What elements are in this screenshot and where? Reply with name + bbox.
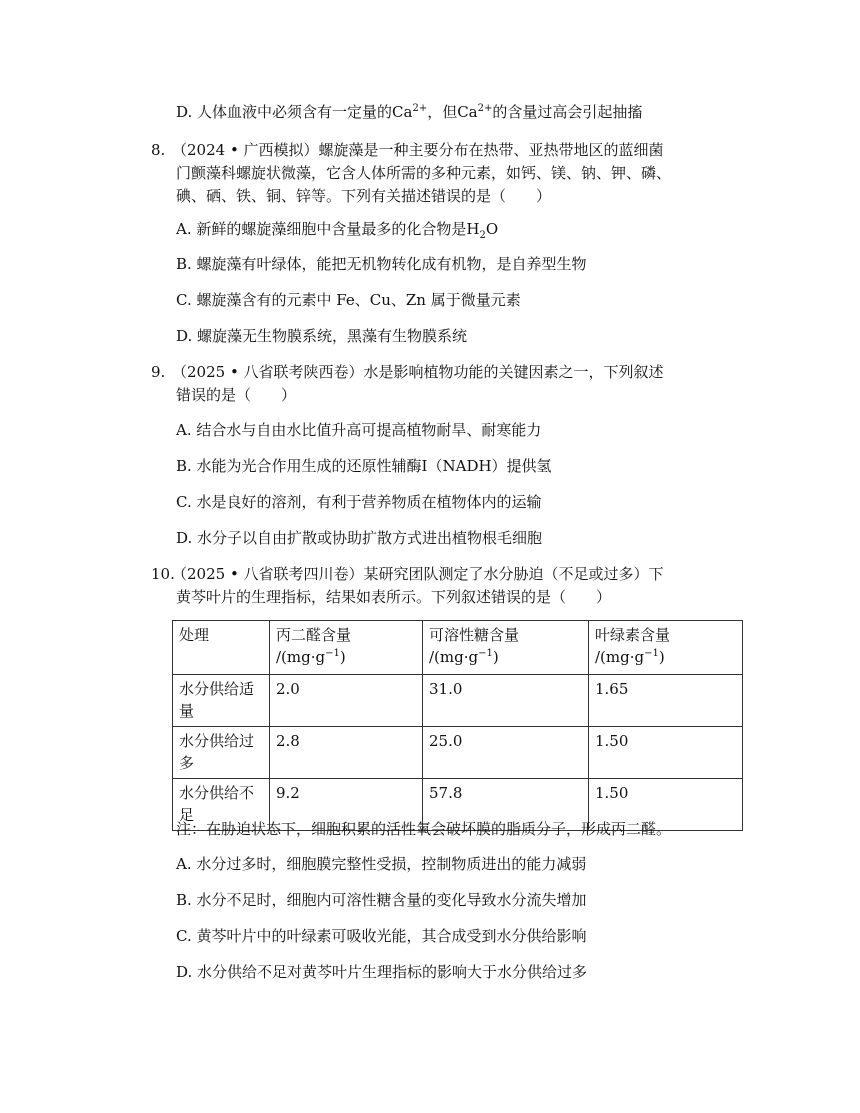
- q7-option-d-pre: D. 人体血液中必须含有一定量的Ca: [176, 103, 413, 121]
- cell-treatment: 水分供给过多: [173, 727, 270, 779]
- q10-number: 10.: [151, 565, 175, 583]
- q8-number: 8.: [151, 141, 166, 159]
- q8-option-b[interactable]: B. 螺旋藻有叶绿体，能把无机物转化成有机物，是自养型生物: [176, 255, 587, 273]
- q7-option-d-mid: ，但Ca: [427, 103, 478, 121]
- q10-option-d[interactable]: D. 水分供给不足对黄芩叶片生理指标的影响大于水分供给过多: [176, 963, 588, 981]
- q10-option-b[interactable]: B. 水分不足时，细胞内可溶性糖含量的变化导致水分流失增加: [176, 891, 587, 909]
- cell-chlorophyll: 1.65: [589, 675, 743, 727]
- table-row: [173, 675, 743, 727]
- header-chlorophyll-name: 叶绿素含量: [595, 626, 671, 644]
- header-mda-name: 丙二醛含量: [276, 626, 352, 644]
- table-header-cell: [589, 621, 743, 675]
- q10-option-a[interactable]: A. 水分过多时，细胞膜完整性受损，控制物质进出的能力减弱: [176, 855, 587, 873]
- table-header-cell: [423, 621, 589, 675]
- q10-stem-line-1: （2025 • 八省联考四川卷）某研究团队测定了水分胁迫（不足或过多）下: [172, 565, 664, 583]
- header-chlorophyll-unit: $/(mg\cdot g^{-1})$: [595, 648, 665, 666]
- table-header-row: [173, 621, 743, 675]
- q8-option-c[interactable]: C. 螺旋藻含有的元素中 Fe、Cu、Zn 属于微量元素: [176, 291, 521, 309]
- q8-stem-line-3: 碘、硒、铁、铜、锌等。下列有关描述错误的是（ ）: [176, 187, 552, 205]
- header-sugar-unit: $/(mg\cdot g^{-1})$: [429, 648, 499, 666]
- q8-option-a[interactable]: [176, 218, 498, 240]
- table-note: 注：在胁迫状态下，细胞积累的活性氧会破坏膜的脂质分子，形成丙二醛。: [176, 820, 672, 838]
- q9-stem-line-2: 错误的是（ ）: [176, 386, 297, 404]
- q7-sup-1: 2+: [412, 103, 428, 114]
- q9-option-c[interactable]: C. 水是良好的溶剂，有利于营养物质在植物体内的运输: [176, 493, 542, 511]
- cell-sugar: 57.8: [423, 779, 589, 831]
- header-mda-unit: $/(mg\cdot g^{-1})$: [276, 648, 346, 666]
- header-sugar-name: 可溶性糖含量: [429, 626, 520, 644]
- q8-stem-line-2: 门颤藻科螺旋状微藻，它含人体所需的多种元素，如钙、镁、钠、钾、磷、: [176, 164, 672, 182]
- table-header-cell: [173, 621, 270, 675]
- q9-option-b[interactable]: B. 水能为光合作用生成的还原性辅酶Ⅰ（NADH）提供氢: [176, 457, 552, 475]
- q10-option-c[interactable]: C. 黄芩叶片中的叶绿素可吸收光能，其合成受到水分供给影响: [176, 927, 587, 945]
- cell-mda: 2.0: [270, 675, 423, 727]
- table-header-cell: [270, 621, 423, 675]
- cell-chlorophyll: 1.50: [589, 727, 743, 779]
- cell-sugar: 31.0: [423, 675, 589, 727]
- table-row: [173, 727, 743, 779]
- q8-option-a-post: O: [485, 220, 499, 238]
- q9-option-d[interactable]: D. 水分子以自由扩散或协助扩散方式进出植物根毛细胞: [176, 529, 543, 547]
- q8-option-a-pre: A. 新鲜的螺旋藻细胞中含量最多的化合物是H: [176, 220, 480, 238]
- cell-treatment: 水分供给不足: [173, 779, 270, 831]
- cell-treatment: 水分供给适量: [173, 675, 270, 727]
- q8-option-d[interactable]: D. 螺旋藻无生物膜系统，黑藻有生物膜系统: [176, 327, 468, 345]
- cell-mda: 2.8: [270, 727, 423, 779]
- data-table: [172, 620, 743, 831]
- q10-stem-line-2: 黄芩叶片的生理指标，结果如表所示。下列叙述错误的是（ ）: [176, 588, 612, 606]
- q9-option-a[interactable]: A. 结合水与自由水比值升高可提高植物耐旱、耐寒能力: [176, 421, 542, 439]
- q9-stem-line-1: （2025 • 八省联考陕西卷）水是影响植物功能的关键因素之一，下列叙述: [172, 363, 664, 381]
- q8-option-a-sub: 2: [479, 230, 486, 241]
- cell-mda: 9.2: [270, 779, 423, 831]
- header-treatment: 处理: [179, 626, 210, 644]
- cell-sugar: 25.0: [423, 727, 589, 779]
- q7-option-d[interactable]: [176, 101, 642, 123]
- q9-number: 9.: [151, 363, 166, 381]
- cell-chlorophyll: 1.50: [589, 779, 743, 831]
- q8-stem-line-1: （2024 • 广西模拟）螺旋藻是一种主要分布在热带、亚热带地区的蓝细菌: [172, 141, 664, 159]
- q7-sup-2: 2+: [477, 103, 493, 114]
- q7-option-d-post: 的含量过高会引起抽搐: [492, 103, 643, 121]
